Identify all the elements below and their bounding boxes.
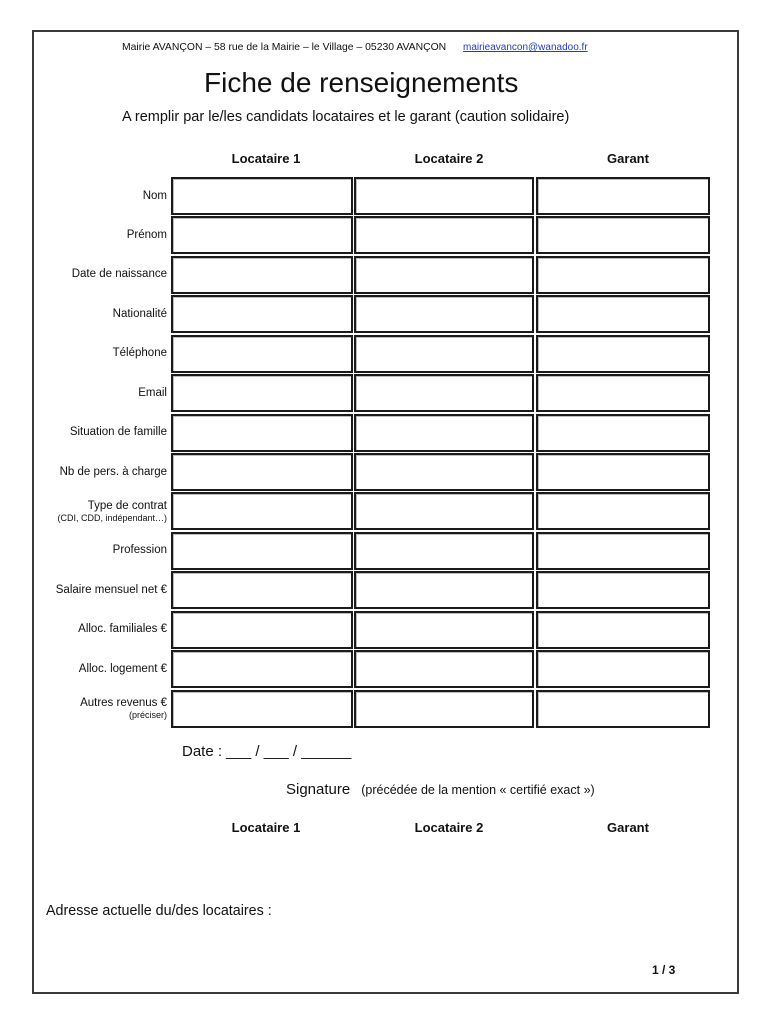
- telephone-garant-field[interactable]: [536, 335, 710, 373]
- signature-header-locataire-1: Locataire 1: [231, 820, 301, 835]
- row-label-alloc-familiales: [36, 611, 167, 649]
- nom-locataire-1-field[interactable]: [171, 177, 353, 215]
- signature-line: [286, 781, 595, 799]
- alloc-logement-locataire-1-field[interactable]: [171, 650, 353, 688]
- row-label-salaire-mensuel-net: [36, 571, 167, 609]
- email-garant-field[interactable]: [536, 374, 710, 412]
- column-header-garant: Garant: [607, 151, 649, 166]
- email-link[interactable]: mairieavancon@wanadoo.fr: [463, 42, 588, 53]
- row-label-nom: [36, 177, 167, 215]
- page-number: 1 / 3: [652, 963, 676, 977]
- row-label-text: Téléphone: [112, 347, 167, 360]
- type-de-contrat-locataire-2-field[interactable]: [354, 492, 534, 530]
- prenom-locataire-1-field[interactable]: [171, 216, 353, 254]
- row-label-text: Type de contrat: [87, 499, 167, 512]
- alloc-familiales-locataire-1-field[interactable]: [171, 611, 353, 649]
- nb-de-pers-a-charge-locataire-1-field[interactable]: [171, 453, 353, 491]
- row-label-note: (préciser): [128, 710, 167, 721]
- row-label-email: [36, 374, 167, 412]
- current-address-label: Adresse actuelle du/des locataires :: [46, 903, 272, 919]
- nationalite-garant-field[interactable]: [536, 295, 710, 333]
- autres-revenus-garant-field[interactable]: [536, 690, 710, 728]
- row-label-situation-de-famille: [36, 414, 167, 452]
- type-de-contrat-garant-field[interactable]: [536, 492, 710, 530]
- profession-garant-field[interactable]: [536, 532, 710, 570]
- salaire-mensuel-net-locataire-1-field[interactable]: [171, 571, 353, 609]
- row-label-telephone: [36, 335, 167, 373]
- profession-locataire-2-field[interactable]: [354, 532, 534, 570]
- column-header-locataire-1: Locataire 1: [231, 151, 301, 166]
- alloc-logement-garant-field[interactable]: [536, 650, 710, 688]
- row-label-text: Prénom: [126, 228, 167, 241]
- date-de-naissance-locataire-2-field[interactable]: [354, 256, 534, 294]
- page-subtitle: A remplir par le/les candidats locataires et le garant (caution solidaire): [122, 109, 570, 125]
- column-header-locataire-2: Locataire 2: [414, 151, 484, 166]
- alloc-familiales-garant-field[interactable]: [536, 611, 710, 649]
- autres-revenus-locataire-1-field[interactable]: [171, 690, 353, 728]
- row-label-autres-revenus: [36, 690, 167, 728]
- profession-locataire-1-field[interactable]: [171, 532, 353, 570]
- row-label-nationalite: [36, 295, 167, 333]
- salaire-mensuel-net-locataire-2-field[interactable]: [354, 571, 534, 609]
- signature-header-locataire-2: Locataire 2: [414, 820, 484, 835]
- signature-note: (précédée de la mention « certifié exact »): [361, 783, 595, 797]
- nom-garant-field[interactable]: [536, 177, 710, 215]
- telephone-locataire-2-field[interactable]: [354, 335, 534, 373]
- situation-de-famille-garant-field[interactable]: [536, 414, 710, 452]
- salaire-mensuel-net-garant-field[interactable]: [536, 571, 710, 609]
- prenom-locataire-2-field[interactable]: [354, 216, 534, 254]
- row-label-date-de-naissance: [36, 256, 167, 294]
- signature-label: Signature: [286, 781, 351, 798]
- type-de-contrat-locataire-1-field[interactable]: [171, 492, 353, 530]
- row-label-text: Nationalité: [112, 307, 167, 320]
- email-locataire-1-field[interactable]: [171, 374, 353, 412]
- alloc-familiales-locataire-2-field[interactable]: [354, 611, 534, 649]
- row-label-text: Nom: [142, 189, 167, 202]
- nb-de-pers-a-charge-locataire-2-field[interactable]: [354, 453, 534, 491]
- autres-revenus-locataire-2-field[interactable]: [354, 690, 534, 728]
- nom-locataire-2-field[interactable]: [354, 177, 534, 215]
- email-locataire-2-field[interactable]: [354, 374, 534, 412]
- nb-de-pers-a-charge-garant-field[interactable]: [536, 453, 710, 491]
- date-de-naissance-garant-field[interactable]: [536, 256, 710, 294]
- row-label-text: Situation de famille: [69, 426, 167, 439]
- row-label-prenom: [36, 216, 167, 254]
- row-label-nb-de-pers-a-charge: [36, 453, 167, 491]
- telephone-locataire-1-field[interactable]: [171, 335, 353, 373]
- nationalite-locataire-1-field[interactable]: [171, 295, 353, 333]
- row-label-text: Autres revenus €: [80, 697, 167, 710]
- nationalite-locataire-2-field[interactable]: [354, 295, 534, 333]
- mairie-address: Mairie AVANÇON – 58 rue de la Mairie – le Village – 05230 AVANÇON: [122, 42, 447, 53]
- row-label-text: Profession: [112, 544, 167, 557]
- row-label-text: Nb de pers. à charge: [59, 465, 167, 478]
- date-line: Date : ___ / ___ / ______: [182, 743, 352, 760]
- row-label-text: Alloc. familiales €: [78, 623, 167, 636]
- alloc-logement-locataire-2-field[interactable]: [354, 650, 534, 688]
- page-title: Fiche de renseignements: [204, 67, 519, 98]
- row-label-note: (CDI, CDD, indépendant…): [57, 512, 167, 523]
- row-label-text: Email: [138, 386, 167, 399]
- date-de-naissance-locataire-1-field[interactable]: [171, 256, 353, 294]
- situation-de-famille-locataire-1-field[interactable]: [171, 414, 353, 452]
- row-label-text: Date de naissance: [71, 268, 167, 281]
- row-label-alloc-logement: [36, 650, 167, 688]
- row-label-profession: [36, 532, 167, 570]
- situation-de-famille-locataire-2-field[interactable]: [354, 414, 534, 452]
- row-label-text: Alloc. logement €: [78, 662, 167, 675]
- prenom-garant-field[interactable]: [536, 216, 710, 254]
- row-label-text: Salaire mensuel net €: [55, 583, 167, 596]
- signature-header-garant: Garant: [607, 820, 649, 835]
- row-label-type-de-contrat: [36, 492, 167, 530]
